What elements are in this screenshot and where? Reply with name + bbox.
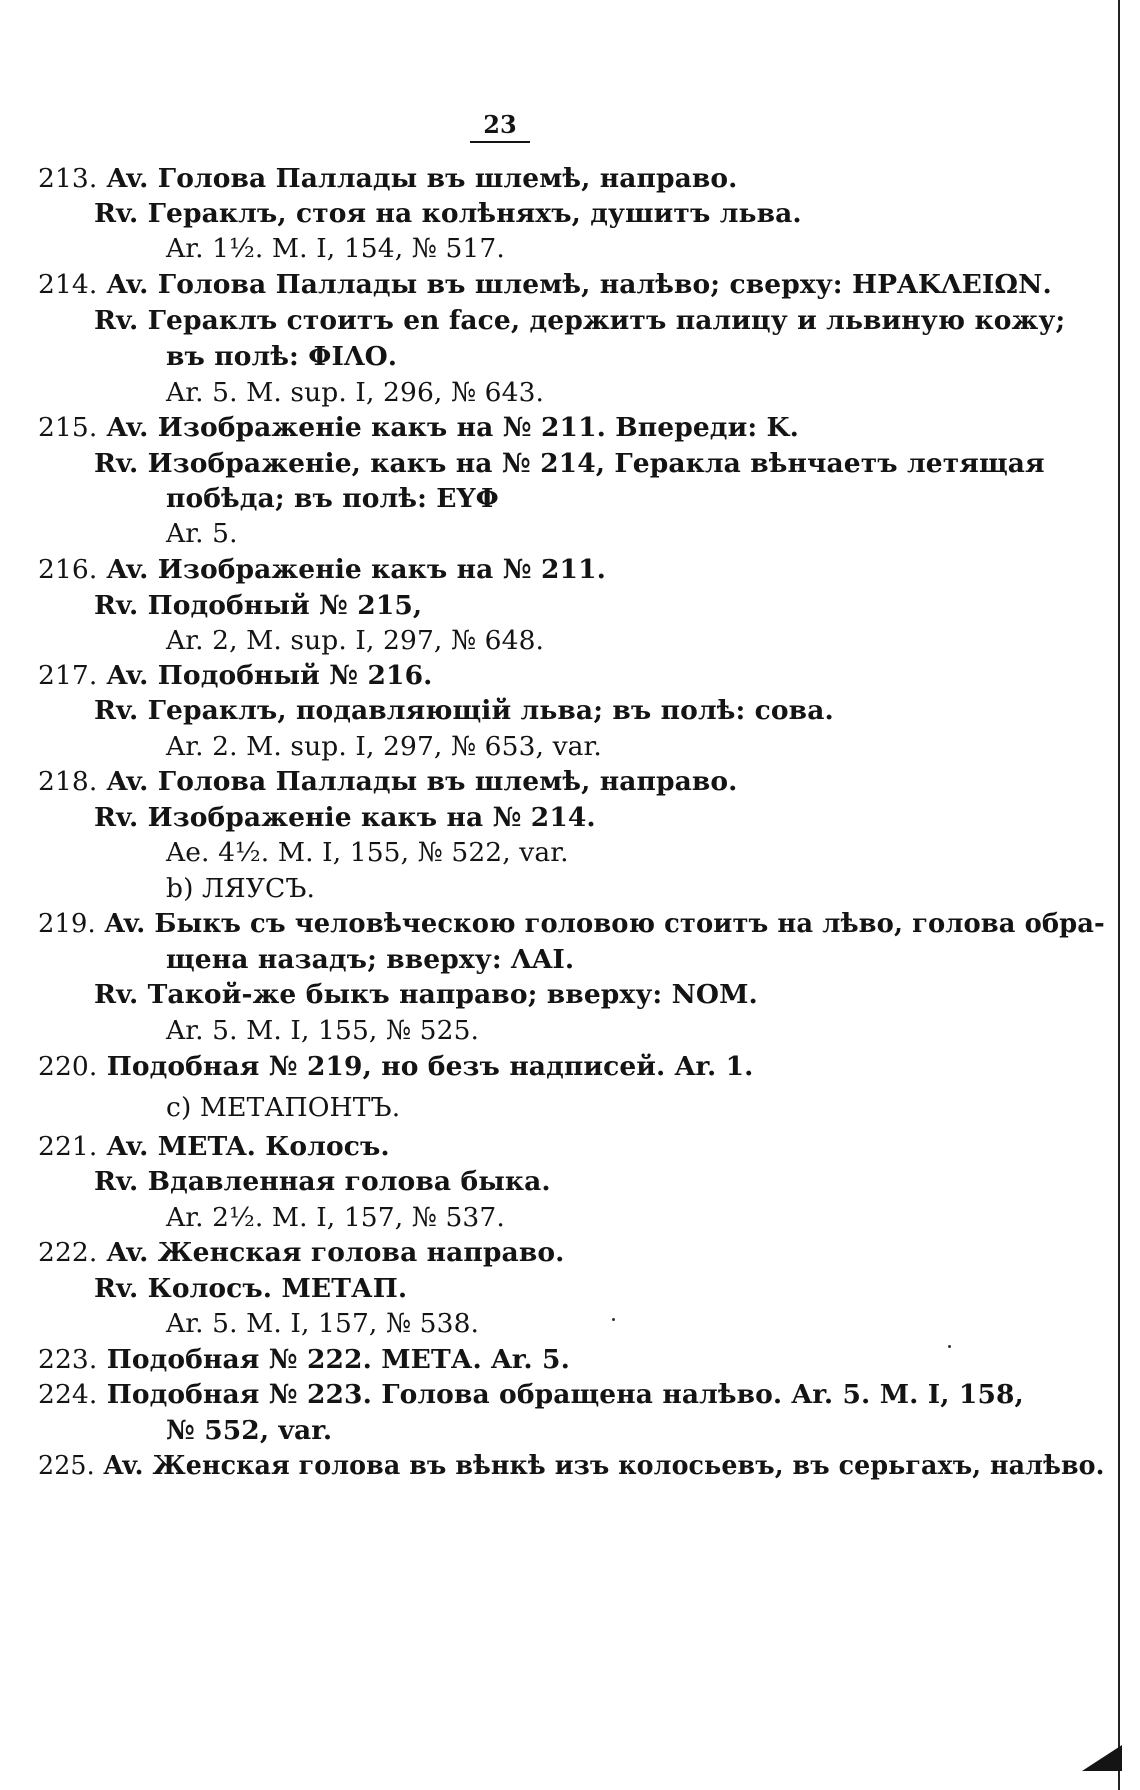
entry-214-obverse: 214. Av. Голова Паллады въ шлемѣ, налѣво; сверху: ΗΡΑΚΛΕΙΩΝ. xyxy=(38,269,1052,300)
entry-213-ref: Ar. 1½. M. I, 154, № 517. xyxy=(166,233,505,264)
entry-224-cont: № 552, var. xyxy=(166,1415,333,1446)
entry-218-obverse: 218. Av. Голова Паллады въ шлемѣ, направо. xyxy=(38,766,738,797)
entry-222-reverse: Rv. Колосъ. МЕТАП. xyxy=(94,1273,408,1304)
entry-222-ref: Ar. 5. M. I, 157, № 538. xyxy=(166,1308,480,1339)
entry-225-obverse: 225. Av. Женская голова въ вѣнкѣ изъ колосьевъ, въ серьгахъ, налѣво. xyxy=(38,1450,1105,1481)
entry-216-reverse: Rv. Подобный № 215, xyxy=(94,590,423,621)
entry-221-ref: Ar. 2½. M. I, 157, № 537. xyxy=(166,1202,505,1233)
entry-219-obverse-cont: щена назадъ; вверху: ΛΑΙ. xyxy=(166,944,575,975)
entry-217-reverse: Rv. Гераклъ, подавляющiй льва; въ полѣ: сова. xyxy=(94,695,834,726)
entry-213-obverse: 213. Av. Голова Паллады въ шлемѣ, направо. xyxy=(38,163,738,194)
entry-215-reverse-cont: побѣда; въ полѣ: ΕΥΦ xyxy=(166,483,499,514)
entry-214-reverse: Rv. Гераклъ стоитъ en face, держитъ палицу и львиную кожу; xyxy=(94,305,1066,336)
entry-214-ref: Ar. 5. M. sup. I, 296, № 643. xyxy=(166,377,545,408)
entry-219-reverse: Rv. Такой-же быкъ направо; вверху: NOM. xyxy=(94,979,758,1010)
entry-215-obverse: 215. Av. Изображенiе какъ на № 211. Впереди: K. xyxy=(38,412,799,443)
entry-223: 223. Подобная № 222. МЕТА. Ar. 5. xyxy=(38,1344,570,1375)
entry-214-reverse-cont: въ полѣ: ΦΙΛΟ. xyxy=(166,341,398,372)
entry-216-ref: Ar. 2, M. sup. I, 297, № 648. xyxy=(166,625,545,656)
entry-224: 224. Подобная № 223. Голова обращена налѣво. Ar. 5. M. I, 158, xyxy=(38,1379,1024,1410)
print-speck xyxy=(948,1345,951,1348)
entry-217-obverse: 217. Av. Подобный № 216. xyxy=(38,660,433,691)
print-speck xyxy=(612,1318,615,1321)
entry-218-reverse: Rv. Изображенiе какъ на № 214. xyxy=(94,802,596,833)
section-heading-c: c) МЕТАПОНТЪ. xyxy=(166,1092,401,1123)
entry-218-ref: Ae. 4½. M. I, 155, № 522, var. xyxy=(166,837,569,868)
entry-215-reverse: Rv. Изображенiе, какъ на № 214, Геракла вѣнчаетъ летящая xyxy=(94,448,1045,479)
page-number: 23 xyxy=(470,110,530,143)
page-edge-rule xyxy=(1118,0,1120,1790)
entry-221-obverse: 221. Av. META. Колосъ. xyxy=(38,1131,390,1162)
entry-219-ref: Ar. 5. M. I, 155, № 525. xyxy=(166,1015,480,1046)
entry-220: 220. Подобная № 219, но безъ надписей. Ar. 1. xyxy=(38,1051,754,1082)
entry-217-ref: Ar. 2. M. sup. I, 297, № 653, var. xyxy=(166,731,602,762)
entry-219-obverse: 219. Av. Быкъ съ человѣческою головою стоитъ на лѣво, голова обра- xyxy=(38,908,1105,939)
page-corner-mark xyxy=(1082,1745,1122,1771)
entry-213-reverse: Rv. Гераклъ, стоя на колѣняхъ, душитъ льва. xyxy=(94,198,802,229)
entry-216-obverse: 216. Av. Изображенiе какъ на № 211. xyxy=(38,554,606,585)
entry-221-reverse: Rv. Вдавленная голова быка. xyxy=(94,1166,551,1197)
entry-215-ref: Ar. 5. xyxy=(166,518,238,549)
entry-222-obverse: 222. Av. Женская голова направо. xyxy=(38,1237,565,1268)
section-heading-b: b) ЛЯУСЪ. xyxy=(166,873,316,904)
